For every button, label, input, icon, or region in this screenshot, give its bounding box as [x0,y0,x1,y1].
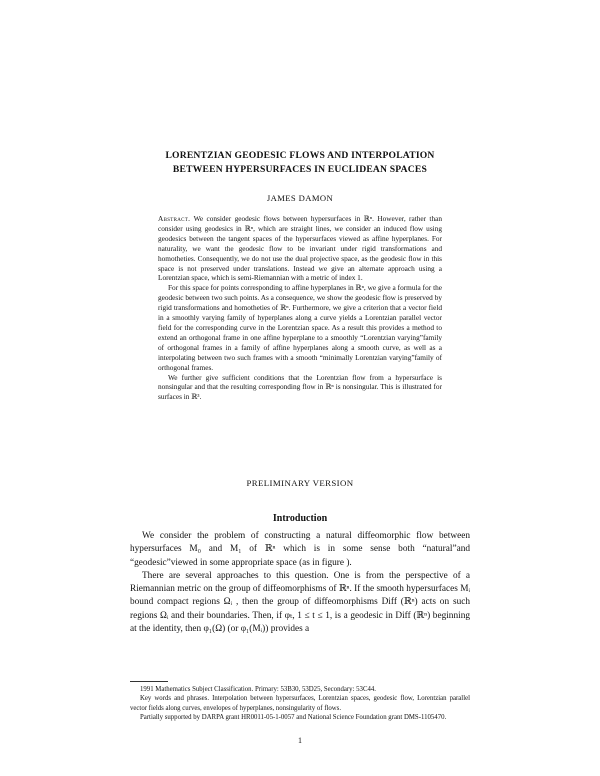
abstract-paragraph-3: We further give sufficient conditions that the Lorentzian flow from a hypersurface is nonsingular and that the resulting corresponding flow in ℝⁿ is nonsingular. This is illustrated for surfaces in ℝ³. [158,372,442,402]
author-name: JAMES DAMON [266,193,334,203]
abstract [158,214,442,402]
section-title-introduction: Introduction [272,513,328,524]
title-line-1: LORENTZIAN GEODESIC FLOWS AND INTERPOLATION [165,150,435,161]
abstract-label: Abstract. [158,214,191,223]
preliminary-version-label: PRELIMINARY VERSION [246,478,354,488]
abstract-paragraph-2: For this space for points corresponding to affine hyperplanes in ℝⁿ, we give a formula for the geodesic between two such points. As a consequence, we show the geodesic flow is preserved by rigid transformations and homotheties of ℝⁿ. Furthermore, we give a criterion that a vector field in a smoothly varying family of hyperplanes along a curve yields a Lorentzian parallel vector field for the corresponding curve in the Lorentzian space. As a result this provides a method to extend an orthogonal frame in one affine hyperplane to a smoothly “Lorentzian varying”family of orthogonal frames in a family of affine hyperplanes along a smooth curve, as well as a interpolating between two such frames with a smooth “minimally Lorentzian varying”family of orthogonal frames. [158,283,442,372]
footnotes [130,685,470,722]
paper-title [100,149,500,177]
abstract-text-1: We consider geodesic flows between hypersurfaces in ℝⁿ. However, rather than consider using geodesics in ℝⁿ, which are straight lines, we consider an induced flow using geodesics between the tangent spaces of the hypersurfaces viewed as affine hyperplanes. For naturality, we want the geodesic flow to be invariant under rigid transformations and homotheties. Consequently, we do not use the dual projective space, as the geodesic flow in this space is not preserved under translations. Instead we give an alternate approach using a Lorentzian space, which is semi-Riemannian with a metric of index 1. [158,214,442,283]
footnote-funding: Partially supported by DARPA grant HR0011-05-1-0057 and National Science Foundation grant DMS-1105470. [140,713,447,721]
page-number: 1 [298,736,302,745]
title-line-2: BETWEEN HYPERSURFACES IN EUCLIDEAN SPACES [172,164,428,175]
footnote-classification: 1991 Mathematics Subject Classification. Primary: 53B30, 53D25, Secondary: 53C44. [140,686,376,693]
abstract-paragraph-1 [158,214,442,283]
footnote-keywords: Key words and phrases. Interpolation between hypersurfaces, Lorentzian spaces, geodesic flow, Lorentzian parallel vector fields along curves, envelopes of hyperplanes, nonsingularity of flows. [130,695,470,712]
intro-paragraph-1: We consider the problem of constructing a natural diffeomorphic flow between hypersurfaces M₀ and M₁ of ℝⁿ which is in some sense both “natural”and “geodesic”viewed in some appropriate space (as in figure ). [130,531,470,568]
intro-paragraph-2: There are several approaches to this question. One is from the perspective of a Riemannian metric on the group of diffeomorphisms of ℝⁿ. If the smooth hypersurfaces Mᵢ bound compact regions Ωᵢ , then the group of diffeomorphisms Diff (ℝⁿ) acts on such regions Ωᵢ and their boundaries. Then, if φₜ, 1 ≤ t ≤ 1, is a geodesic in Diff (ℝⁿ) beginning at the identity, then φ₁(Ω) (or φ₁(Mᵢ)) provides a [130,570,470,635]
footnote-divider [130,681,168,682]
introduction-body [130,530,470,636]
